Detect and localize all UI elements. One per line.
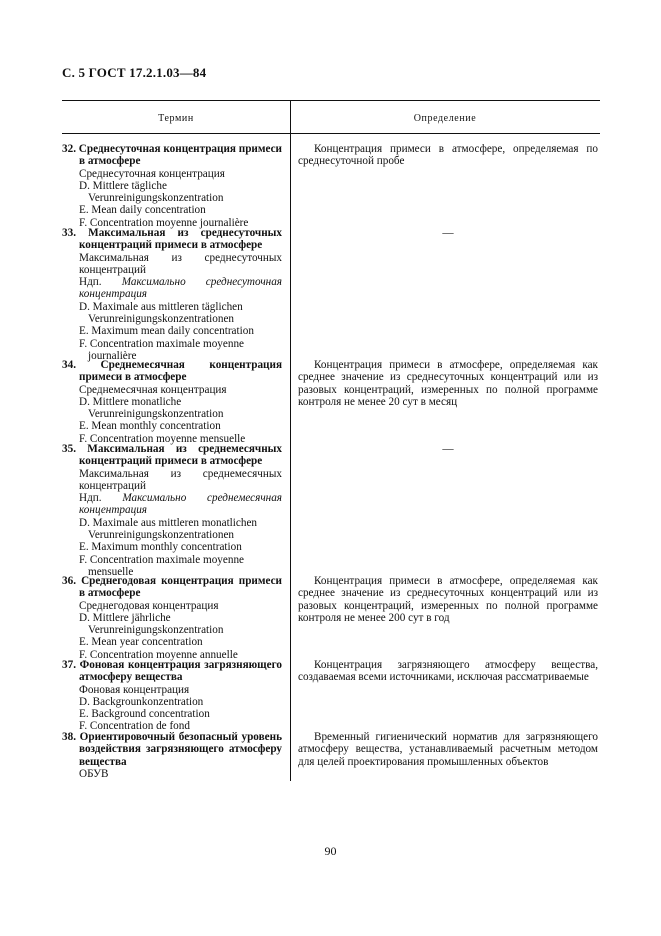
term-de: D. Mittlere jährliche Verunreinigungskonzentration — [79, 611, 224, 637]
term-fr: F. Concentration moyenne mensuelle — [79, 432, 246, 445]
term-title: 32. Среднесуточная концентрация примеси в атмосфере — [62, 143, 283, 168]
term-en: E. Maximum mean daily concentration — [79, 325, 254, 338]
ndp-term: Максимально среднемесячная концентрация — [79, 492, 282, 517]
term-title: 35. Максимальная из среднемесячных концентраций примеси в атмосфере — [62, 443, 282, 468]
definition-38: Временный гигиенический норматив для загрязняющего атмосферу вещества, устанавливаемый расчетным методом для целей проектирования промышленных объектов — [298, 731, 598, 768]
term-fr: F. Concentration maximale moyenne mensuelle — [79, 553, 245, 578]
term-de: D. Mittlere monatliche Verunreinigungskonzentration — [79, 395, 224, 421]
term-title: 38. Ориентировочный безопасный уровень воздействия загрязняющего атмосферу вещества — [62, 731, 282, 768]
term-en: E. Mean monthly concentration — [79, 420, 221, 433]
column-header-definition: Определение — [413, 113, 477, 124]
ndp-label: Ндп. — [79, 492, 102, 505]
term-title: 37. Фоновая концентрация загрязняющего атмосферу вещества — [62, 659, 282, 684]
page-number: 90 — [324, 844, 337, 858]
term-en: E. Mean year concentration — [79, 636, 203, 649]
term-short: ОБУВ — [79, 767, 109, 780]
term-entry-34 — [62, 359, 282, 445]
term-de: D. Maximale aus mittleren täglichen Verunreinigungskonzentrationen — [79, 300, 243, 326]
definition-37: Концентрация загрязняющего атмосферу вещества, создаваемая всеми источниками, исключая рассматриваемые — [298, 659, 598, 684]
document-header: С. 5 ГОСТ 17.2.1.03—84 — [62, 65, 207, 80]
term-en: E. Mean daily concentration — [79, 204, 206, 217]
term-de: D. Backgrounkonzentration — [79, 695, 204, 708]
ndp-label: Ндп. — [79, 276, 102, 289]
column-header-term: Термин — [158, 113, 194, 124]
term-short: Среднесуточная концентрация — [79, 167, 225, 180]
term-short: Среднемесячная концентрация — [79, 383, 227, 396]
term-ndp — [62, 276, 282, 301]
definition-36: Концентрация примеси в атмосфере, определяемая как среднее значение из среднесуточных концентраций или из разовых концентраций, измеренных по полной программе контроля не менее 200 сут в год — [298, 575, 598, 624]
term-en: E. Background concentration — [79, 708, 210, 721]
term-title: 36. Среднегодовая концентрация примеси в атмосфере — [62, 575, 282, 600]
term-en: E. Maximum monthly concentration — [79, 541, 242, 554]
term-short: Фоновая концентрация — [79, 683, 190, 696]
definition-33: — — [442, 227, 454, 239]
table-column-divider — [290, 101, 291, 781]
term-short: Максимальная из среднемесячных концентраций — [79, 467, 282, 492]
term-de: D. Maximale aus mittleren monatlichen Verunreinigungskonzentrationen — [79, 516, 258, 542]
term-fr: F. Concentration moyenne annuelle — [79, 648, 238, 661]
term-title: 34. Среднемесячная концентрация примеси в атмосфере — [62, 359, 282, 384]
term-title: 33. Максимальная из среднесуточных концентраций примеси в атмосфере — [62, 227, 282, 252]
term-fr: F. Concentration moyenne journalière — [79, 216, 249, 229]
term-fr: F. Concentration maximale moyenne journalière — [79, 337, 245, 362]
term-entry-32 — [62, 143, 282, 229]
term-entry-38 — [62, 731, 282, 780]
definition-34: Концентрация примеси в атмосфере, определяемая как среднее значение из среднесуточных концентраций или из разовых концентраций, измеренных по полной программе контроля не менее 20 сут в месяц — [298, 359, 598, 408]
term-entry-33 — [62, 227, 282, 362]
term-ndp — [62, 492, 282, 517]
definition-35: — — [442, 443, 454, 455]
term-entry-35 — [62, 443, 282, 578]
term-de: D. Mittlere tägliche Verunreinigungskonzentration — [79, 179, 224, 205]
term-fr: F. Concentration de fond — [79, 720, 190, 733]
table-header-rule — [62, 133, 600, 134]
term-short: Максимальная из среднесуточных концентраций — [79, 251, 282, 276]
table-top-rule — [62, 100, 600, 101]
term-short: Среднегодовая концентрация — [79, 599, 219, 612]
ndp-term: Максимально среднесуточная концентрация — [79, 276, 282, 301]
term-entry-36 — [62, 575, 282, 661]
term-entry-37 — [62, 659, 282, 733]
definition-32: Концентрация примеси в атмосфере, определяемая по среднесуточной пробе — [298, 143, 598, 168]
